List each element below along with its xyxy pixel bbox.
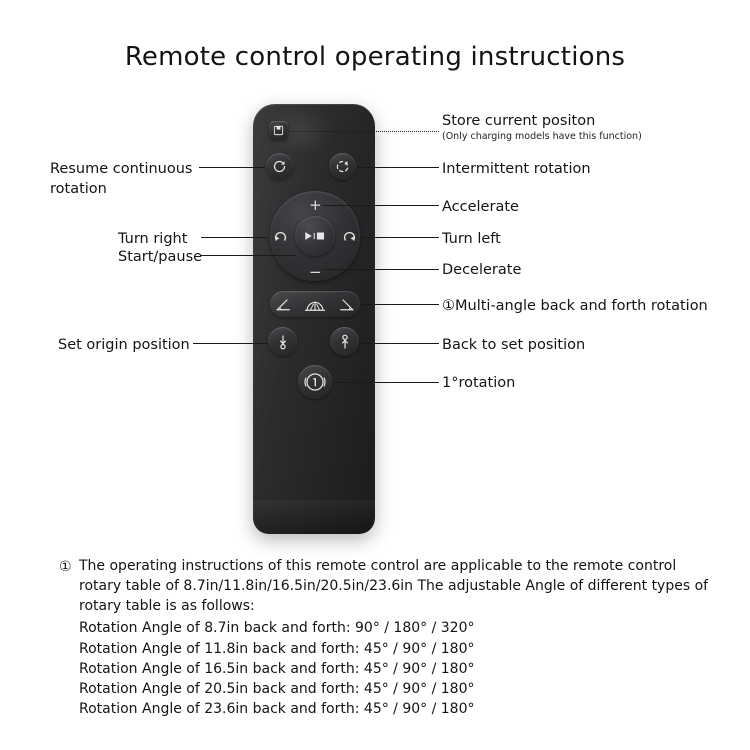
- turn-left-button[interactable]: [337, 224, 361, 248]
- footnote-angle-item: Rotation Angle of 23.6in back and forth: 45° / 90° / 180°: [79, 701, 475, 718]
- store-position-button[interactable]: [269, 121, 288, 140]
- one-degree-icon: [304, 371, 326, 393]
- leader-accelerate: [322, 205, 439, 206]
- footnote-angle-item: Rotation Angle of 20.5in back and forth: 45° / 90° / 180°: [79, 680, 475, 697]
- one-degree-button[interactable]: [298, 365, 332, 399]
- intermittent-rotation-button[interactable]: [329, 153, 356, 180]
- callout-resume-line2: rotation: [50, 181, 107, 197]
- leader-store: [289, 131, 439, 132]
- leader-set-origin: [193, 343, 268, 344]
- callout-multi-angle: ①Multi-angle back and forth rotation: [442, 298, 708, 314]
- resume-continuous-rotation-button[interactable]: [266, 153, 293, 180]
- back-to-set-button[interactable]: [330, 327, 359, 356]
- callout-store-position-note: (Only charging models have this function): [442, 131, 642, 142]
- callout-intermittent-rotation: Intermittent rotation: [442, 161, 591, 177]
- turn-right-button[interactable]: [268, 224, 292, 248]
- save-icon: [273, 125, 284, 136]
- leader-turn-right: [201, 237, 267, 238]
- footnote-angle-item: Rotation Angle of 8.7in back and forth: 90° / 180° / 320°: [79, 620, 475, 637]
- leader-one-degree: [333, 382, 439, 383]
- callout-set-origin-position: Set origin position: [58, 337, 190, 353]
- accelerate-button[interactable]: +: [309, 196, 322, 214]
- callout-turn-right: Turn right: [118, 231, 188, 247]
- leader-resume: [199, 167, 265, 168]
- angle-left-icon: [275, 297, 293, 312]
- angle-fan-icon: [304, 296, 326, 312]
- leader-start-pause: [201, 255, 295, 256]
- callout-store-position: Store current positon: [442, 113, 596, 129]
- callout-turn-left: Turn left: [442, 231, 501, 247]
- callout-accelerate: Accelerate: [442, 199, 519, 215]
- set-origin-button[interactable]: [268, 327, 297, 356]
- play-pause-icon: [304, 230, 326, 242]
- set-origin-icon: [275, 334, 291, 350]
- back-to-position-icon: [337, 334, 353, 350]
- footnote-angle-item: Rotation Angle of 11.8in back and forth: 45° / 90° / 180°: [79, 640, 475, 657]
- decelerate-button[interactable]: −: [309, 263, 322, 281]
- footnote-marker: ①: [59, 559, 72, 575]
- leader-back-to-set: [360, 343, 439, 344]
- callout-start-pause: Start/pause: [118, 249, 203, 265]
- footnote-block: [59, 556, 709, 719]
- footnote-paragraph: The operating instructions of this remote control are applicable to the remote control rotary table of 8.7in/11.8in/16.5in/20.5in/23.6in The adjustable Angle of different types of rotary table is as follows:: [79, 558, 709, 615]
- page-title: Remote control operating instructions: [124, 42, 626, 72]
- leader-multi-angle: [362, 304, 439, 305]
- leader-decelerate: [322, 269, 439, 270]
- rotate-right-arrow-icon: [341, 228, 358, 245]
- angle-right-icon: [337, 297, 355, 312]
- intermittent-rotation-icon: [335, 159, 350, 174]
- footnote-angle-list: [79, 618, 709, 719]
- multi-angle-button[interactable]: [270, 291, 360, 317]
- callout-one-degree-rotation: 1°rotation: [442, 375, 516, 391]
- continuous-rotation-icon: [272, 159, 287, 174]
- callout-back-to-set-position: Back to set position: [442, 337, 586, 353]
- callout-resume-line1: Resume continuous: [50, 161, 193, 177]
- play-pause-button[interactable]: [295, 216, 335, 256]
- leader-turn-left: [362, 237, 439, 238]
- footnote-angle-item: Rotation Angle of 16.5in back and forth: 45° / 90° / 180°: [79, 660, 475, 677]
- leader-intermittent: [357, 167, 439, 168]
- callout-decelerate: Decelerate: [442, 262, 522, 278]
- rotate-left-arrow-icon: [272, 228, 289, 245]
